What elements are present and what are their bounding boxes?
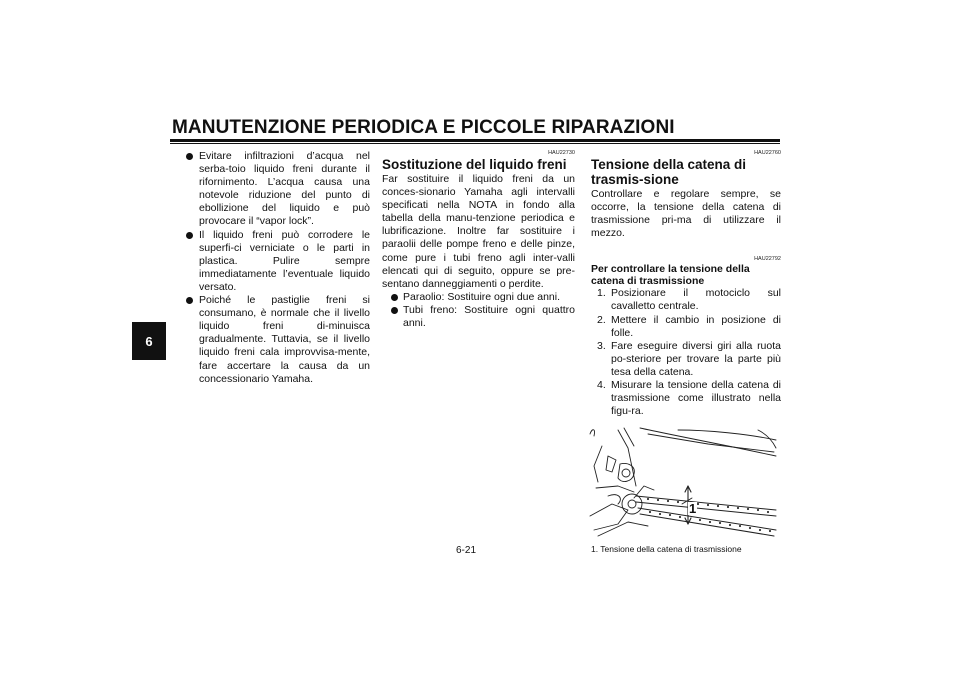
steps-list xyxy=(591,287,781,418)
list-item: 4. Misurare la tensione della catena di trasmissione come illustrato nella figu-ra. xyxy=(597,379,781,418)
bullet-list xyxy=(186,150,370,386)
chain-tension-figure xyxy=(588,426,780,544)
figure-label: 1 xyxy=(689,501,697,517)
column-3 xyxy=(591,150,781,555)
section-title: Sostituzione del liquido freni xyxy=(382,157,567,172)
column-2 xyxy=(382,150,575,330)
list-item: Paraolio: Sostituire ogni due anni. xyxy=(382,291,575,304)
column-1 xyxy=(186,150,370,386)
section-body: Far sostituire il liquido freni da un conces-sionario Yamaha agli intervalli specificati nella NOTA in fondo alla tabella della manu-tenzione periodica e lubrificazione. Inoltre far sostituire i paraolii delle pompe freno e delle pinze, come pure i tubi freno agli inter-valli elencati qui di seguito, oppure se pre-sentano danneggiamenti o perdite. xyxy=(382,173,575,290)
section-title: Tensione della catena di trasmis-sione xyxy=(591,157,747,187)
list-item: Tubi freno: Sostituire ogni quattro anni. xyxy=(382,304,575,330)
list-item: 3. Fare eseguire diversi giri alla ruota po-steriore per trovare la parte più tesa della catena. xyxy=(597,339,781,378)
list-item: 2. Mettere il cambio in posizione di folle. xyxy=(597,313,781,339)
list-item: Il liquido freni può corrodere le superfi-ci verniciate o le parti in plastica. Pulire sempre immediatamente l’eventuale liquido versato. xyxy=(186,229,370,294)
figure-caption: 1. Tensione della catena di trasmissione xyxy=(591,544,742,555)
section-code: HAU22792 xyxy=(754,256,781,263)
bullet-icon xyxy=(186,153,193,160)
chapter-tab: 6 xyxy=(132,322,166,360)
bullet-icon xyxy=(391,294,398,301)
list-item: 1. Posizionare il motociclo sul cavalletto centrale. xyxy=(597,287,781,313)
bullet-list xyxy=(382,291,575,330)
chain-illustration xyxy=(588,426,780,544)
bullet-icon xyxy=(186,232,193,239)
list-item: Evitare infiltrazioni d’acqua nel serba-toio liquido freni durante il rifornimento. L’acqua causa una notevole riduzione del punto di ebollizione del liquido e può provocare il “vapor lock”. xyxy=(186,150,370,229)
page-number: 6-21 xyxy=(456,545,477,556)
bullet-icon xyxy=(391,307,398,314)
subsection-title: Per controllare la tensione della catena di trasmissione xyxy=(591,263,750,288)
section-intro: Controllare e regolare sempre, se occorre, la tensione della catena di trasmissione pri-ma di utilizzare il mezzo. xyxy=(591,188,781,240)
bullet-icon xyxy=(186,297,193,304)
list-item: Poiché le pastiglie freni si consumano, è normale che il livello liquido freni di-minuisca gradualmente. Tuttavia, se il livello liquido freni cala improvvisa-mente, fare accertare la causa da un concessionario Yamaha. xyxy=(186,294,370,386)
section-code: HAU22760 xyxy=(754,150,781,156)
header-rule xyxy=(170,139,780,142)
section-code: HAU22730 xyxy=(548,150,575,156)
page-header-title: MANUTENZIONE PERIODICA E PICCOLE RIPARAZIONI xyxy=(172,117,675,138)
